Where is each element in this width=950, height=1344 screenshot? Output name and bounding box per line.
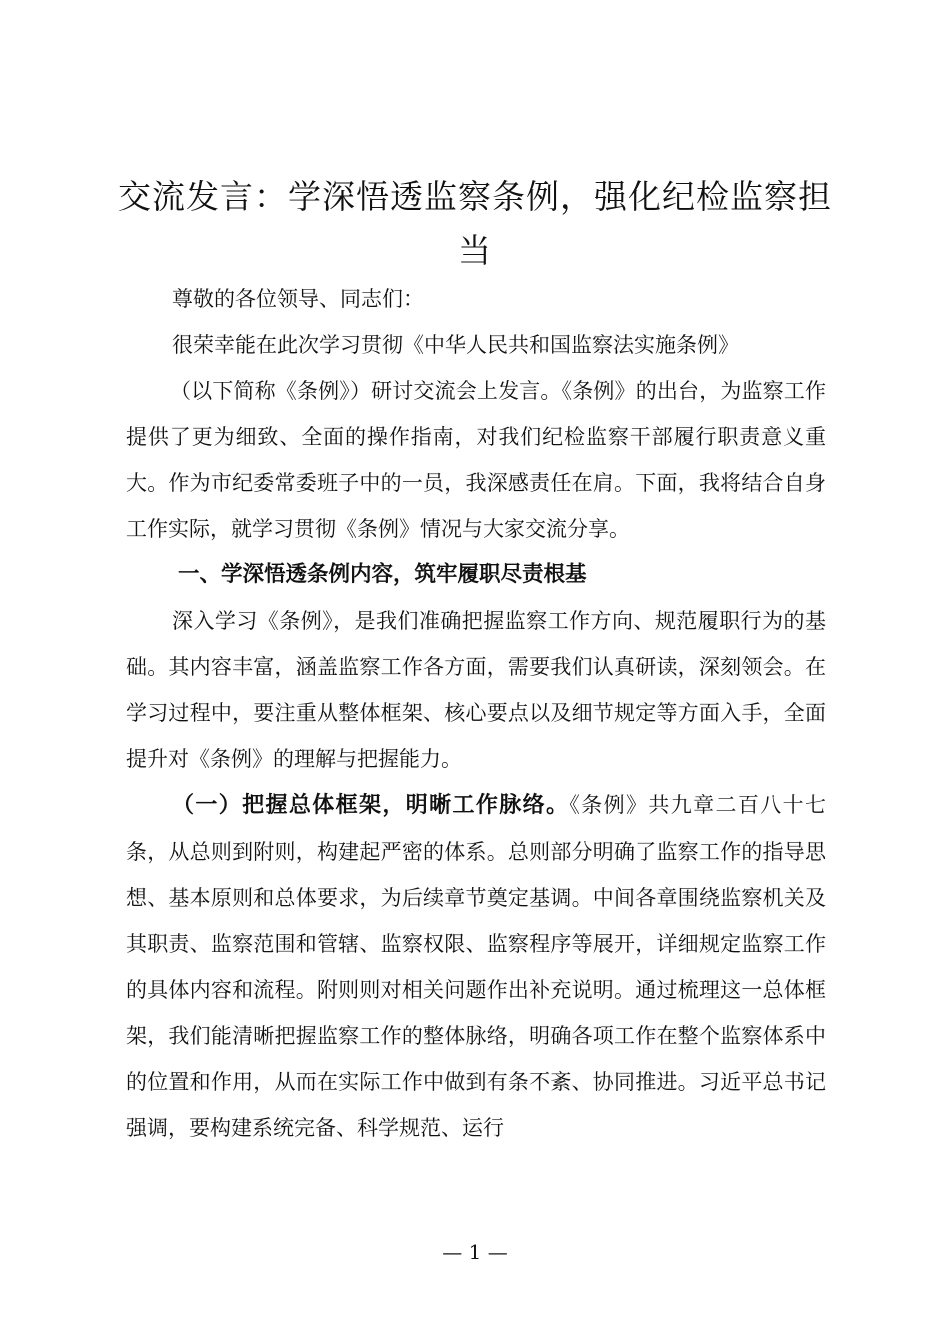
intro-paragraph-line-1: 很荣幸能在此次学习贯彻《中华人民共和国监察法实施条例》 xyxy=(172,333,739,357)
subsection-1-heading: （一）把握总体框架，明晰工作脉络。 xyxy=(172,793,570,818)
intro-paragraph: （以下简称《条例》）研讨交流会上发言。《条例》的出台，为监察工作提供了更为细致、全面的操作指南，对我们纪检监察干部履行职责意义重大。作为市纪委常委班子中的一员，我深感责任在肩。下面，我将结合自身工作实际，就学习贯彻《条例》情况与大家交流分享。 xyxy=(126,379,826,541)
page-number: — 1 — xyxy=(442,1240,508,1264)
section-1-heading: 一、学深悟透条例内容，筑牢履职尽责根基 xyxy=(178,562,587,587)
greeting-paragraph: 尊敬的各位领导、同志们： xyxy=(172,287,424,311)
document-title: 交流发言：学深悟透监察条例，强化纪检监察担当 xyxy=(118,177,832,270)
subsection-1-paragraph xyxy=(126,782,826,1151)
document-body xyxy=(126,276,826,1151)
subsection-1-body: 《条例》共九章二百八十七条，从总则到附则，构建起严密的体系。总则部分明确了监察工作的指导思想、基本原则和总体要求，为后续章节奠定基调。中间各章围绕监察机关及其职责、监察范围和管辖、监察权限、监察程序等展开，详细规定监察工作的具体内容和流程。附则则对相关问题作出补充说明。通过梳理这一总体框架，我们能清晰把握监察工作的整体脉络，明确各项工作在整个监察体系中的位置和作用，从而在实际工作中做到有条不紊、协同推进。习近平总书记强调，要构建系统完备、科学规范、运行 xyxy=(126,793,826,1140)
section-1-paragraph: 深入学习《条例》，是我们准确把握监察工作方向、规范履职行为的基础。其内容丰富，涵盖监察工作各方面，需要我们认真研读，深刻领会。在学习过程中，要注重从整体框架、核心要点以及细节规定等方面入手，全面提升对《条例》的理解与把握能力。 xyxy=(126,609,826,771)
